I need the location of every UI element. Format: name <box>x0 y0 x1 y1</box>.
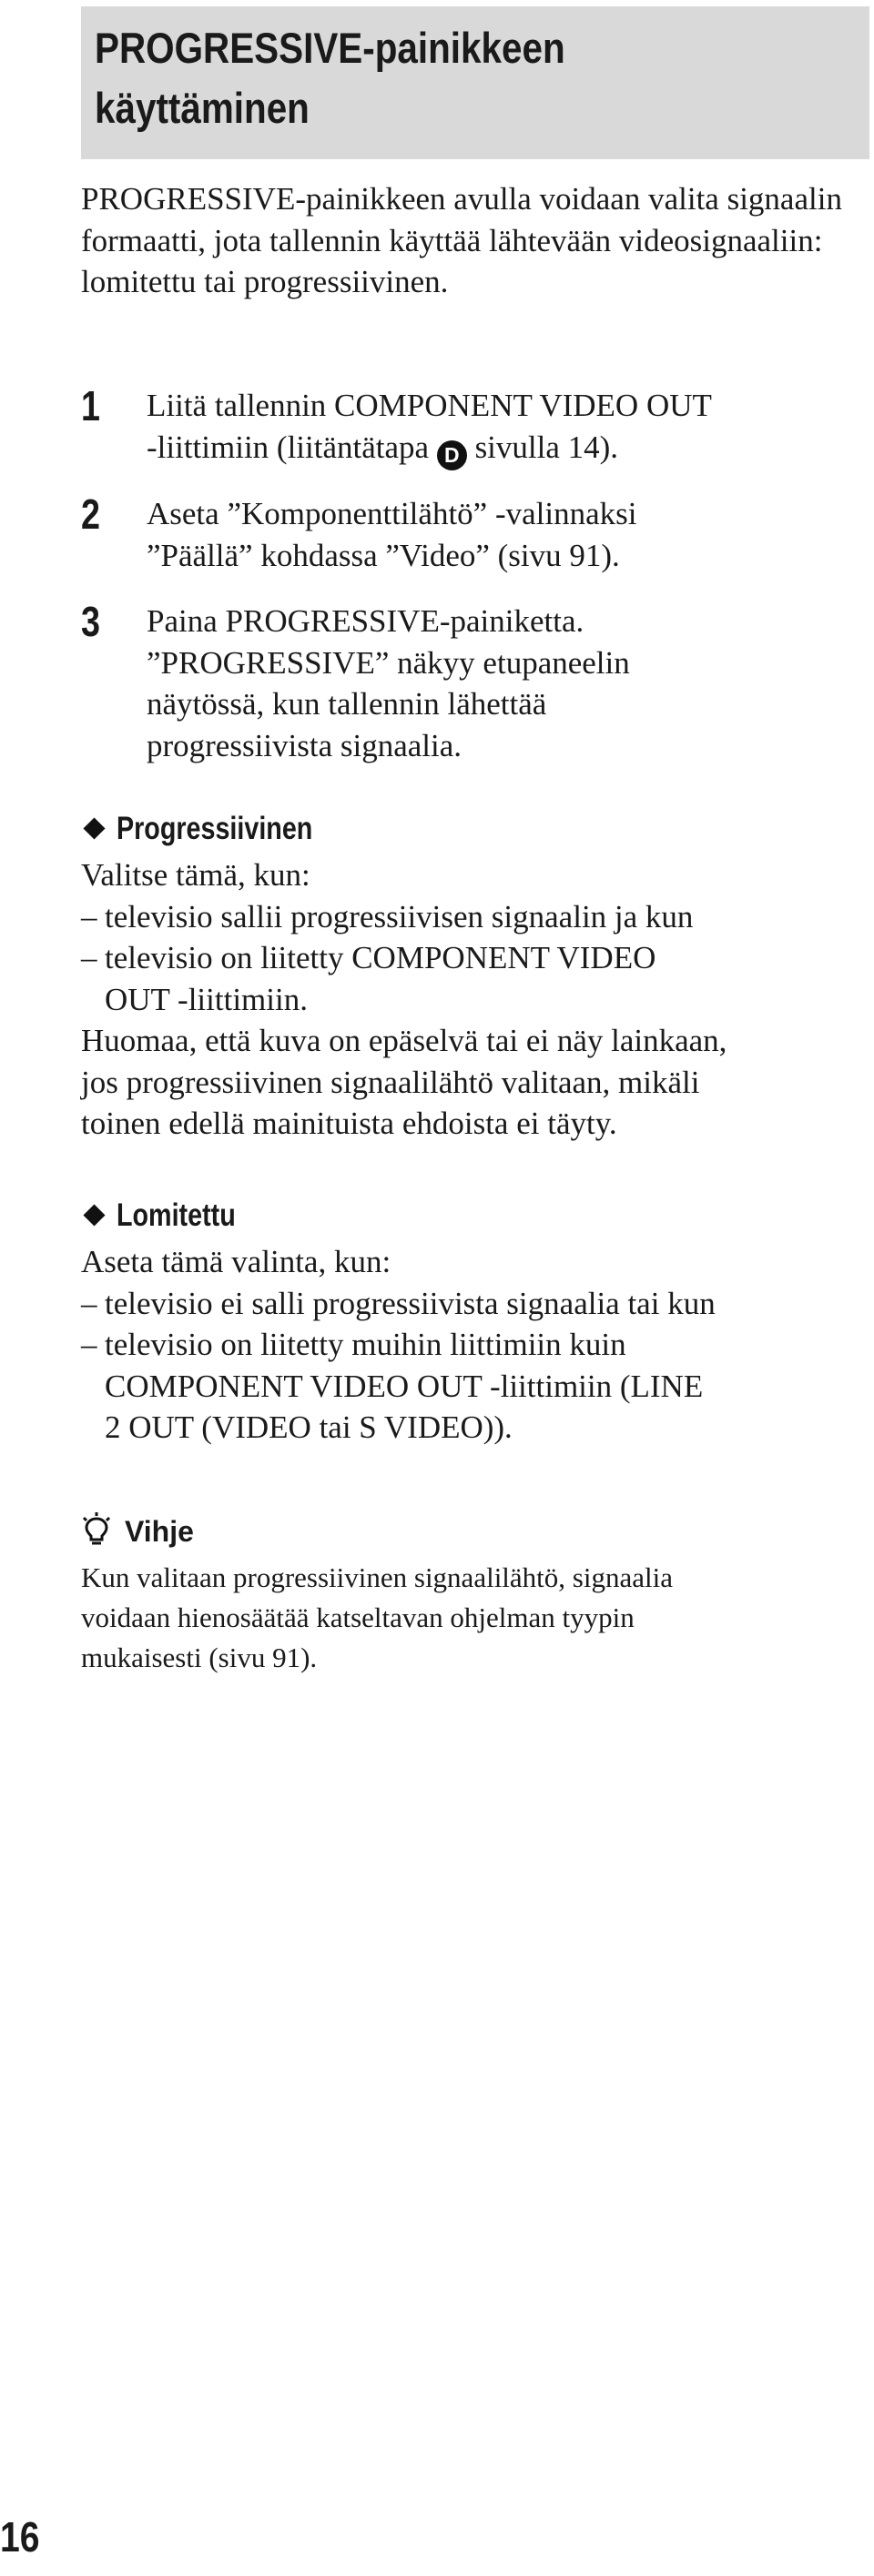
hint-line-1: Kun valitaan progressiivinen signaalilähtö, signaalia <box>81 1561 673 1593</box>
hint-heading-label: Vihje <box>125 1515 194 1548</box>
step-1-line-1: Liitä tallennin COMPONENT VIDEO OUT <box>147 388 712 423</box>
interlaced-intro: Aseta tämä valinta, kun: <box>81 1244 391 1279</box>
step-3-line-2: ”PROGRESSIVE” näkyy etupaneelin <box>147 644 630 681</box>
interlaced-heading-label: Lomitettu <box>117 1197 236 1233</box>
progressive-heading <box>81 808 356 849</box>
progressive-intro: Valitse tämä, kun: <box>81 857 310 893</box>
interlaced-body <box>81 1241 864 1449</box>
step-1-line-2-pre: -liittimiin (liitäntätapa <box>147 429 430 465</box>
diamond-bullet-icon <box>83 818 105 840</box>
lightbulb-icon <box>81 1512 112 1547</box>
step-1-text <box>147 385 866 470</box>
progressive-item-2-line-1: televisio on liitetty COMPONENT VIDEO <box>105 940 656 975</box>
interlaced-item-2-line-3: 2 OUT (VIDEO tai S VIDEO)). <box>105 1409 513 1445</box>
step-1-number: 1 <box>81 382 100 429</box>
progressive-item-1 <box>81 896 864 938</box>
progressive-note-line-3: toinen edellä mainituista ehdoista ei täyty. <box>81 1106 617 1141</box>
progressive-heading-label: Progressiivinen <box>117 811 313 846</box>
progressive-item-2 <box>81 937 864 1020</box>
hint-text <box>81 1558 864 1678</box>
step-3-line-3: näytössä, kun tallennin lähettää <box>147 686 547 722</box>
progressive-note-line-1: Huomaa, että kuva on epäselvä tai ei näy lainkaan, <box>81 1023 727 1058</box>
hint-line-3: mukaisesti (sivu 91). <box>81 1642 318 1673</box>
interlaced-item-2-line-2: COMPONENT VIDEO OUT -liittimiin (LINE <box>105 1368 704 1404</box>
step-2-line-1: Aseta ”Komponenttilähtö” -valinnaksi <box>147 496 637 531</box>
progressive-body <box>81 854 864 1145</box>
dash-bullet: – <box>81 940 97 975</box>
step-2-text <box>147 493 866 576</box>
step-2-number: 2 <box>81 490 100 538</box>
connection-d-badge-icon: D <box>437 440 467 470</box>
interlaced-heading <box>81 1195 261 1236</box>
progressive-note-line-2: jos progressiivinen signaalilähtö valitaan, mikäli <box>81 1064 700 1100</box>
step-2-line-2: ”Päällä” kohdassa ”Video” (sivu 91). <box>147 537 620 573</box>
step-3-line-1: Paina PROGRESSIVE-painiketta. <box>147 603 584 639</box>
step-3-text <box>147 601 866 766</box>
interlaced-item-2 <box>81 1324 864 1449</box>
interlaced-item-1-text: televisio ei salli progressiivista signaalia tai kun <box>105 1285 716 1321</box>
step-3-line-4: progressiivista signaalia. <box>147 727 462 763</box>
intro-paragraph: PROGRESSIVE-painikkeen avulla voidaan valita signaalin formaatti, jota tallennin käyttää lähtevään videosignaaliin: lomitettu tai progressiivinen. <box>81 181 842 299</box>
step-1-line-2 <box>147 427 866 470</box>
progressive-item-2-line-2: OUT -liittimiin. <box>105 981 308 1017</box>
interlaced-item-2-line-1: televisio on liitetty muihin liittimiin kuin <box>105 1327 626 1362</box>
page-title-line-1: PROGRESSIVE-painikkeen <box>95 24 565 72</box>
diamond-bullet-icon <box>83 1205 105 1227</box>
dash-bullet: – <box>81 898 97 934</box>
page-title <box>95 18 752 138</box>
dash-bullet: – <box>81 1285 97 1321</box>
step-1-line-2-post: sivulla 14). <box>474 429 619 465</box>
hint-line-2: voidaan hienosäätää katseltavan ohjelman tyypin <box>81 1601 635 1633</box>
hint-heading <box>81 1512 194 1550</box>
interlaced-item-1 <box>81 1283 864 1325</box>
step-3-number: 3 <box>81 598 100 645</box>
page-title-line-2: käyttäminen <box>95 84 310 132</box>
page-number: 16 <box>0 2513 40 2561</box>
progressive-item-1-text: televisio sallii progressiivisen signaalin ja kun <box>105 898 694 934</box>
dash-bullet: – <box>81 1327 97 1362</box>
